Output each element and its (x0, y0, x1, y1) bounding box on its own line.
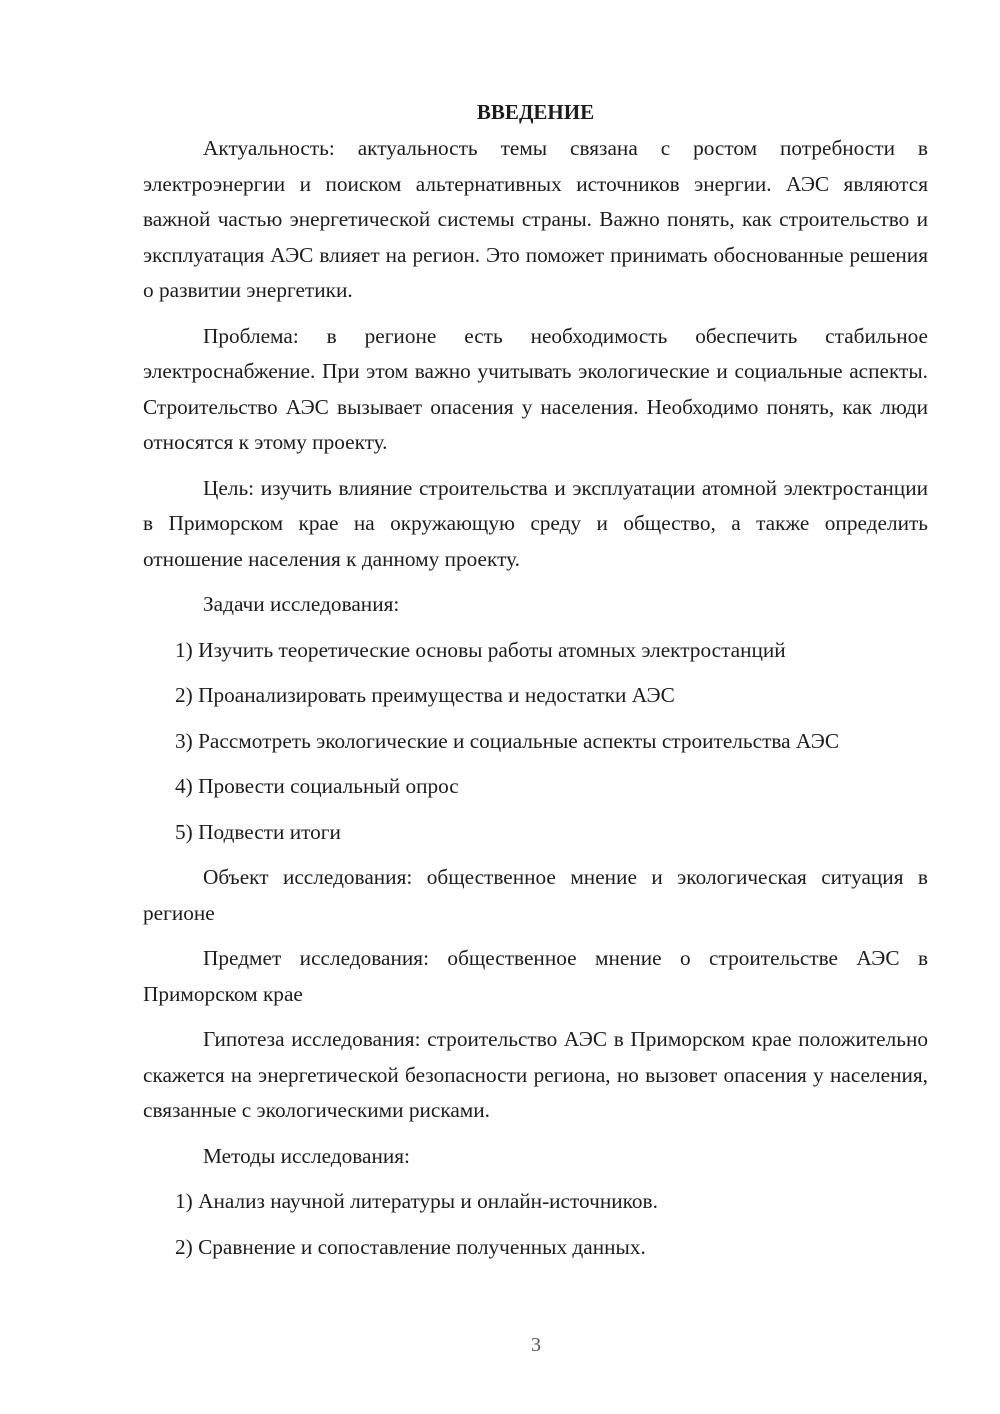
page-content (143, 94, 928, 1275)
methods-list (143, 1184, 928, 1265)
list-item: 2) Сравнение и сопоставление полученных данных. (175, 1234, 646, 1259)
paragraph-relevance: Актуальность: актуальность темы связана с ростом потребности в электроэнергии и поиском альтернативных источников энергии. АЭС являются важной частью энергетической системы страны. Важно понять, как строительство и эксплуатация АЭС влияет на регион. Это поможет принимать обоснованные решения о развитии энергетики. (143, 136, 928, 302)
list-item: 1) Изучить теоретические основы работы атомных электростанций (175, 637, 786, 662)
list-item: 4) Провести социальный опрос (175, 774, 459, 798)
paragraph-problem: Проблема: в регионе есть необходимость обеспечить стабильное электроснабжение. При этом важно учитывать экологические и социальные аспекты. Строительство АЭС вызывает опасения у населения. Необходимо понять, как люди относятся к этому проекту. (143, 323, 928, 454)
paragraph-object: Объект исследования: общественное мнение и экологическая ситуация в регионе (143, 865, 928, 925)
paragraph-goal: Цель: изучить влияние строительства и эксплуатации атомной электростанции в Приморском крае на окружающую среду и общество, а также определить отношение населения к данному проекту. (143, 475, 928, 571)
list-item: 3) Рассмотреть экологические и социальные аспекты строительства АЭС (175, 728, 840, 753)
list-item: 2) Проанализировать преимущества и недостатки АЭС (175, 683, 675, 707)
tasks-title: Задачи исследования: (203, 592, 400, 616)
list-item: 5) Подвести итоги (175, 819, 341, 844)
paragraph-hypothesis: Гипотеза исследования: строительство АЭС в Приморском крае положительно скажется на энергетической безопасности региона, но вызовет опасения у населения, связанные с экологическими рисками. (143, 1027, 928, 1122)
page-heading: ВВЕДЕНИЕ (476, 100, 595, 124)
methods-title: Методы исследования: (203, 1143, 410, 1168)
list-item: 1) Анализ научной литературы и онлайн-источников. (175, 1189, 658, 1213)
page-number: 3 (531, 1334, 541, 1356)
tasks-list (143, 633, 928, 851)
paragraph-subject: Предмет исследования: общественное мнение о строительстве АЭС в Приморском крае (143, 946, 928, 1006)
